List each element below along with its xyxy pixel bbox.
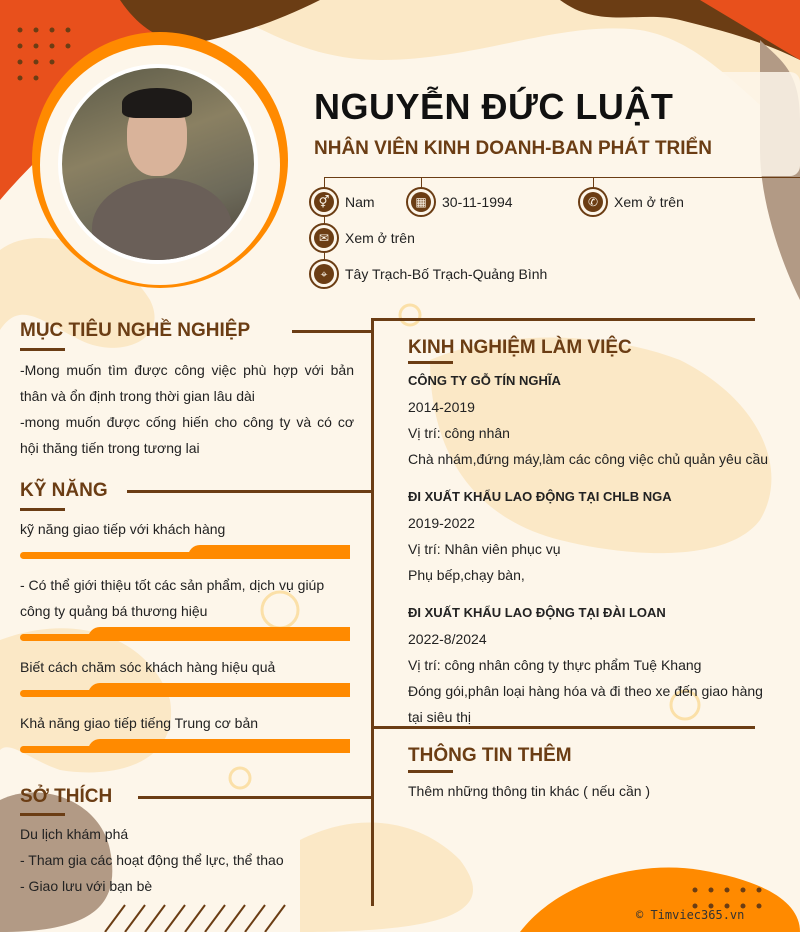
skill-label: Khả năng giao tiếp tiếng Trung cơ bản <box>20 715 259 731</box>
hobby-item: - Tham gia các hoạt động thể lực, thể thao <box>20 852 284 868</box>
skill-bar <box>20 683 350 697</box>
hobbies-heading: SỞ THÍCH <box>20 786 113 807</box>
contact-phone <box>578 187 684 217</box>
work-period: 2014-2019 <box>408 399 475 415</box>
skills-heading: KỸ NĂNG <box>20 480 108 501</box>
contact-gender <box>309 187 375 217</box>
column-divider <box>371 318 374 906</box>
objective-line: -Mong muốn tìm được công việc phù hợp với bản thân và ổn định trong thời gian lâu dài <box>20 362 354 404</box>
watermark: © Timviec365.vn <box>636 908 745 922</box>
contact-birthday <box>406 187 513 217</box>
work-description: Chà nhám,đứng máy,làm các công việc chủ quản yêu cầu <box>408 451 769 467</box>
gender-value: Nam <box>345 194 375 210</box>
heading-rule <box>138 796 372 799</box>
calendar-icon: ▦ <box>406 187 436 217</box>
profile-photo <box>58 64 258 264</box>
heading-rule <box>372 726 755 729</box>
phone-icon: ✆ <box>578 187 608 217</box>
heading-underline <box>20 508 65 511</box>
contact-email <box>309 223 415 253</box>
gender-icon: ⚥ <box>309 187 339 217</box>
work-description: Phụ bếp,chạy bàn, <box>408 567 525 583</box>
envelope-icon: ✉ <box>309 223 339 253</box>
company-name: ĐI XUẤT KHẨU LAO ĐỘNG TẠI CHLB NGA <box>408 489 672 504</box>
address-value: Tây Trạch-Bố Trạch-Quảng Bình <box>345 266 548 282</box>
phone-value: Xem ở trên <box>614 194 684 210</box>
heading-rule <box>292 330 372 333</box>
heading-underline <box>20 348 65 351</box>
skill-bar <box>20 627 350 641</box>
contact-connector <box>324 177 800 178</box>
birthday-value: 30-11-1994 <box>442 194 513 210</box>
skill-label: kỹ năng giao tiếp với khách hàng <box>20 521 226 537</box>
work-description: Đóng gói,phân loại hàng hóa và đi theo xe đến giao hàng tại siêu thị <box>408 683 763 725</box>
heading-rule <box>127 490 372 493</box>
email-value: Xem ở trên <box>345 230 415 246</box>
extra-heading: THÔNG TIN THÊM <box>408 745 572 766</box>
company-name: CÔNG TY GỖ TÍN NGHĨA <box>408 373 561 388</box>
contact-address <box>309 259 547 289</box>
work-position: Vị trí: công nhân <box>408 425 510 441</box>
objective-line: -mong muốn được cống hiến cho công ty và có cơ hội thăng tiến trong tương lai <box>20 414 354 456</box>
heading-underline <box>408 361 453 364</box>
location-pin-icon: ⌖ <box>309 259 339 289</box>
work-position: Vị trí: Nhân viên phục vụ <box>408 541 561 557</box>
heading-rule <box>372 318 755 321</box>
job-title: NHÂN VIÊN KINH DOANH-BAN PHÁT TRIỂN <box>314 138 712 159</box>
experience-list <box>408 368 778 730</box>
extra-text: Thêm những thông tin khác ( nếu cần ) <box>408 783 651 799</box>
objective-text <box>20 357 354 461</box>
skill-bar <box>20 739 350 753</box>
work-position: Vị trí: công nhân công ty thực phẩm Tuệ Khang <box>408 657 702 673</box>
hobby-item: - Giao lưu với bạn bè <box>20 878 153 894</box>
hobbies-list <box>20 821 284 899</box>
hobby-item: Du lịch khám phá <box>20 826 129 842</box>
skill-label: Biết cách chăm sóc khách hàng hiệu quả <box>20 659 276 675</box>
experience-heading: KINH NGHIỆM LÀM VIỆC <box>408 337 632 358</box>
candidate-name: NGUYỄN ĐỨC LUẬT <box>314 86 674 127</box>
objective-heading: MỤC TIÊU NGHỀ NGHIỆP <box>20 320 251 341</box>
work-period: 2019-2022 <box>408 515 475 531</box>
skill-label: - Có thể giới thiệu tốt các sản phẩm, dịch vụ giúp công ty quảng bá thương hiệu <box>20 577 325 619</box>
company-name: ĐI XUẤT KHẨU LAO ĐỘNG TẠI ĐÀI LOAN <box>408 605 666 620</box>
skill-bar <box>20 545 350 559</box>
heading-underline <box>20 813 65 816</box>
heading-underline <box>408 770 453 773</box>
work-period: 2022-8/2024 <box>408 631 487 647</box>
